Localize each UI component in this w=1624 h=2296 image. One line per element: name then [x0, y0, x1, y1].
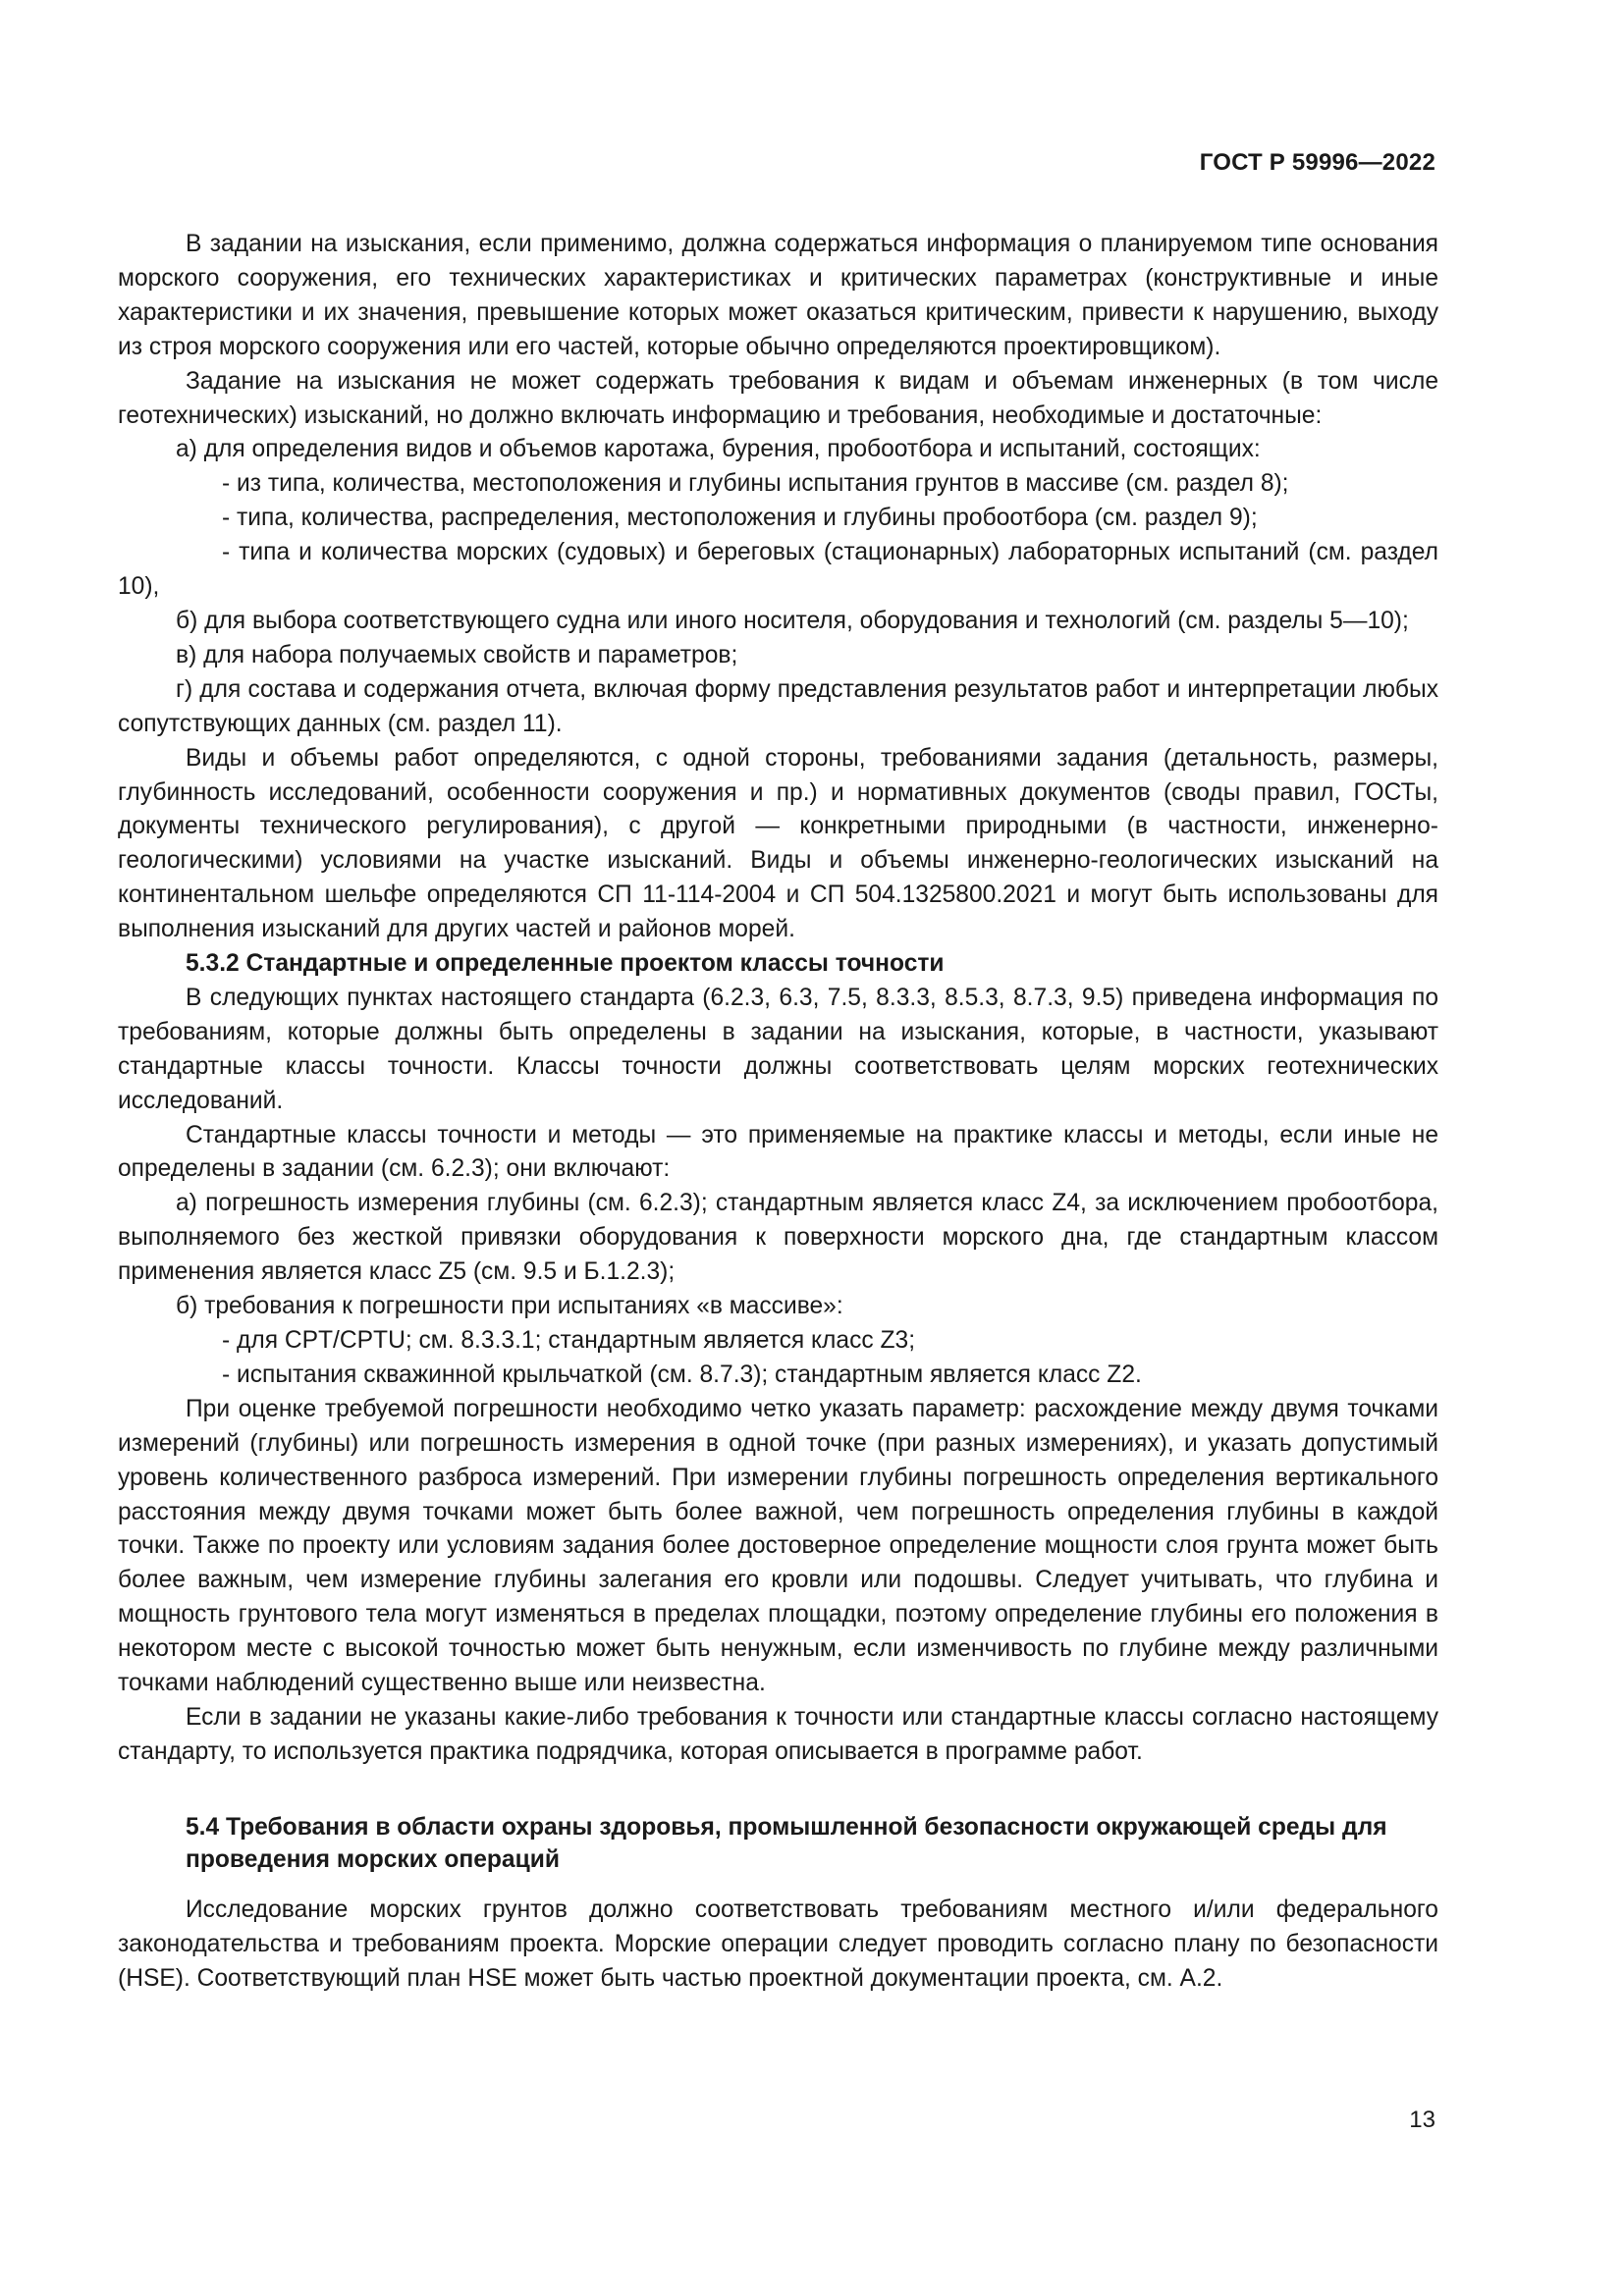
paragraph: Задание на изыскания не может содержать требования к видам и объемам инженерных (в том числе геотехнических) изысканий, но должно включать информацию и требования, необходимые и достаточные:: [118, 367, 1438, 429]
list-item: б) требования к погрешности при испытаниях «в массиве»:: [176, 1293, 843, 1320]
dash-item: - типа и количества морских (судовых) и береговых (стационарных) лабораторных испытаний (см. раздел 10),: [118, 539, 1438, 601]
paragraph: Стандартные классы точности и методы — это применяемые на практике классы и методы, если иные не определены в задании (см. 6.2.3); они включают:: [118, 1121, 1438, 1183]
list-item: в) для набора получаемых свойств и параметров;: [176, 641, 738, 668]
paragraph: Если в задании не указаны какие-либо требования к точности или стандартные классы согласно настоящему стандарту, то используется практика подрядчика, которая описывается в программе работ.: [118, 1703, 1438, 1765]
list-item: а) для определения видов и объемов каротажа, бурения, пробоотбора и испытаний, состоящих:: [176, 436, 1261, 463]
page-body: [118, 228, 1438, 1997]
dash-item: - испытания скважинной крыльчаткой (см. 8.7.3); стандартным является класс Z2.: [222, 1361, 1142, 1388]
page-number: 13: [1409, 2107, 1435, 2133]
paragraph: Исследование морских грунтов должно соответствовать требованиям местного и/или федерального законодательства и требованиям проекта. Морские операции следует проводить согласно плану по безопасности (HSE). Соответствующий план HSE может быть частью проектной документации проекта, см. А.2.: [118, 1896, 1438, 1992]
paragraph: Виды и объемы работ определяются, с одной стороны, требованиями задания (детальность, размеры, глубинность исследований, особенности сооружения и пр.) и нормативных документов (своды правил, ГОСТы, документы технического регулирования), с другой — конкретными природными (в частности, инженерно-геологическими) условиями на участке изысканий. Виды и объемы инженерно-геологических изысканий на континентальном шельфе определяются СП 11-114-2004 и СП 504.1325800.2021 и могут быть использованы для выполнения изысканий для других частей и районов морей.: [118, 744, 1438, 943]
list-item: г) для состава и содержания отчета, включая форму представления результатов работ и интерпретации любых сопутствующих данных (см. раздел 11).: [118, 675, 1438, 737]
list-item: б) для выбора соответствующего судна или иного носителя, оборудования и технологий (см. разделы 5—10);: [176, 607, 1409, 634]
list-item: а) погрешность измерения глубины (см. 6.2.3); стандартным является класс Z4, за исключением пробоотбора, выполняемого без жесткой привязки оборудования к поверхности морского дна, где стандартным классом применения является класс Z5 (см. 9.5 и Б.1.2.3);: [118, 1190, 1438, 1286]
dash-item: - для CPT/CPTU; см. 8.3.3.1; стандартным является класс Z3;: [222, 1327, 916, 1354]
paragraph: В следующих пунктах настоящего стандарта (6.2.3, 6.3, 7.5, 8.3.3, 8.5.3, 8.7.3, 9.5) приведена информация по требованиям, которые должны быть определены в задании на изыскания, которые, в частности, указывают стандартные классы точности. Классы точности должны соответствовать целям морских геотехнических исследований.: [118, 984, 1438, 1114]
section-heading: 5.4 Требования в области охраны здоровья, промышленной безопасности окружающей среды для проведения морских операций: [186, 1813, 1387, 1873]
dash-item: - типа, количества, распределения, местоположения и глубины пробоотбора (см. раздел 9);: [222, 505, 1258, 532]
dash-item: - из типа, количества, местоположения и глубины испытания грунтов в массиве (см. раздел 8);: [222, 470, 1289, 498]
document-designation: ГОСТ Р 59996—2022: [1199, 149, 1435, 176]
paragraph: В задании на изыскания, если применимо, должна содержаться информация о планируемом типе основания морского сооружения, его технических характеристиках и критических параметрах (конструктивные и иные характеристики и их значения, превышение которых может оказаться критическим, привести к нарушению, выходу из строя морского сооружения или его частей, которые обычно определяются проектировщиком).: [118, 231, 1438, 360]
paragraph: При оценке требуемой погрешности необходимо четко указать параметр: расхождение между двумя точками измерений (глубины) или погрешность измерения в одной точке (при разных измерениях), и указать допустимый уровень количественного разброса измерений. При измерении глубины погрешность определения вертикального расстояния между двумя точками может быть более важной, чем погрешность определения глубины в каждой точки. Также по проекту или условиям задания более достоверное определение мощности слоя грунта может быть более важным, чем измерение глубины залегания его кровли или подошвы. Следует учитывать, что глубина и мощность грунтового тела могут изменяться в пределах площадки, поэтому определение глубины его положения в некотором месте с высокой точностью может быть ненужным, если изменчивость по глубине между различными точками наблюдений существенно выше или неизвестна.: [118, 1395, 1438, 1697]
subsection-heading: 5.3.2 Стандартные и определенные проектом классы точности: [186, 950, 945, 978]
